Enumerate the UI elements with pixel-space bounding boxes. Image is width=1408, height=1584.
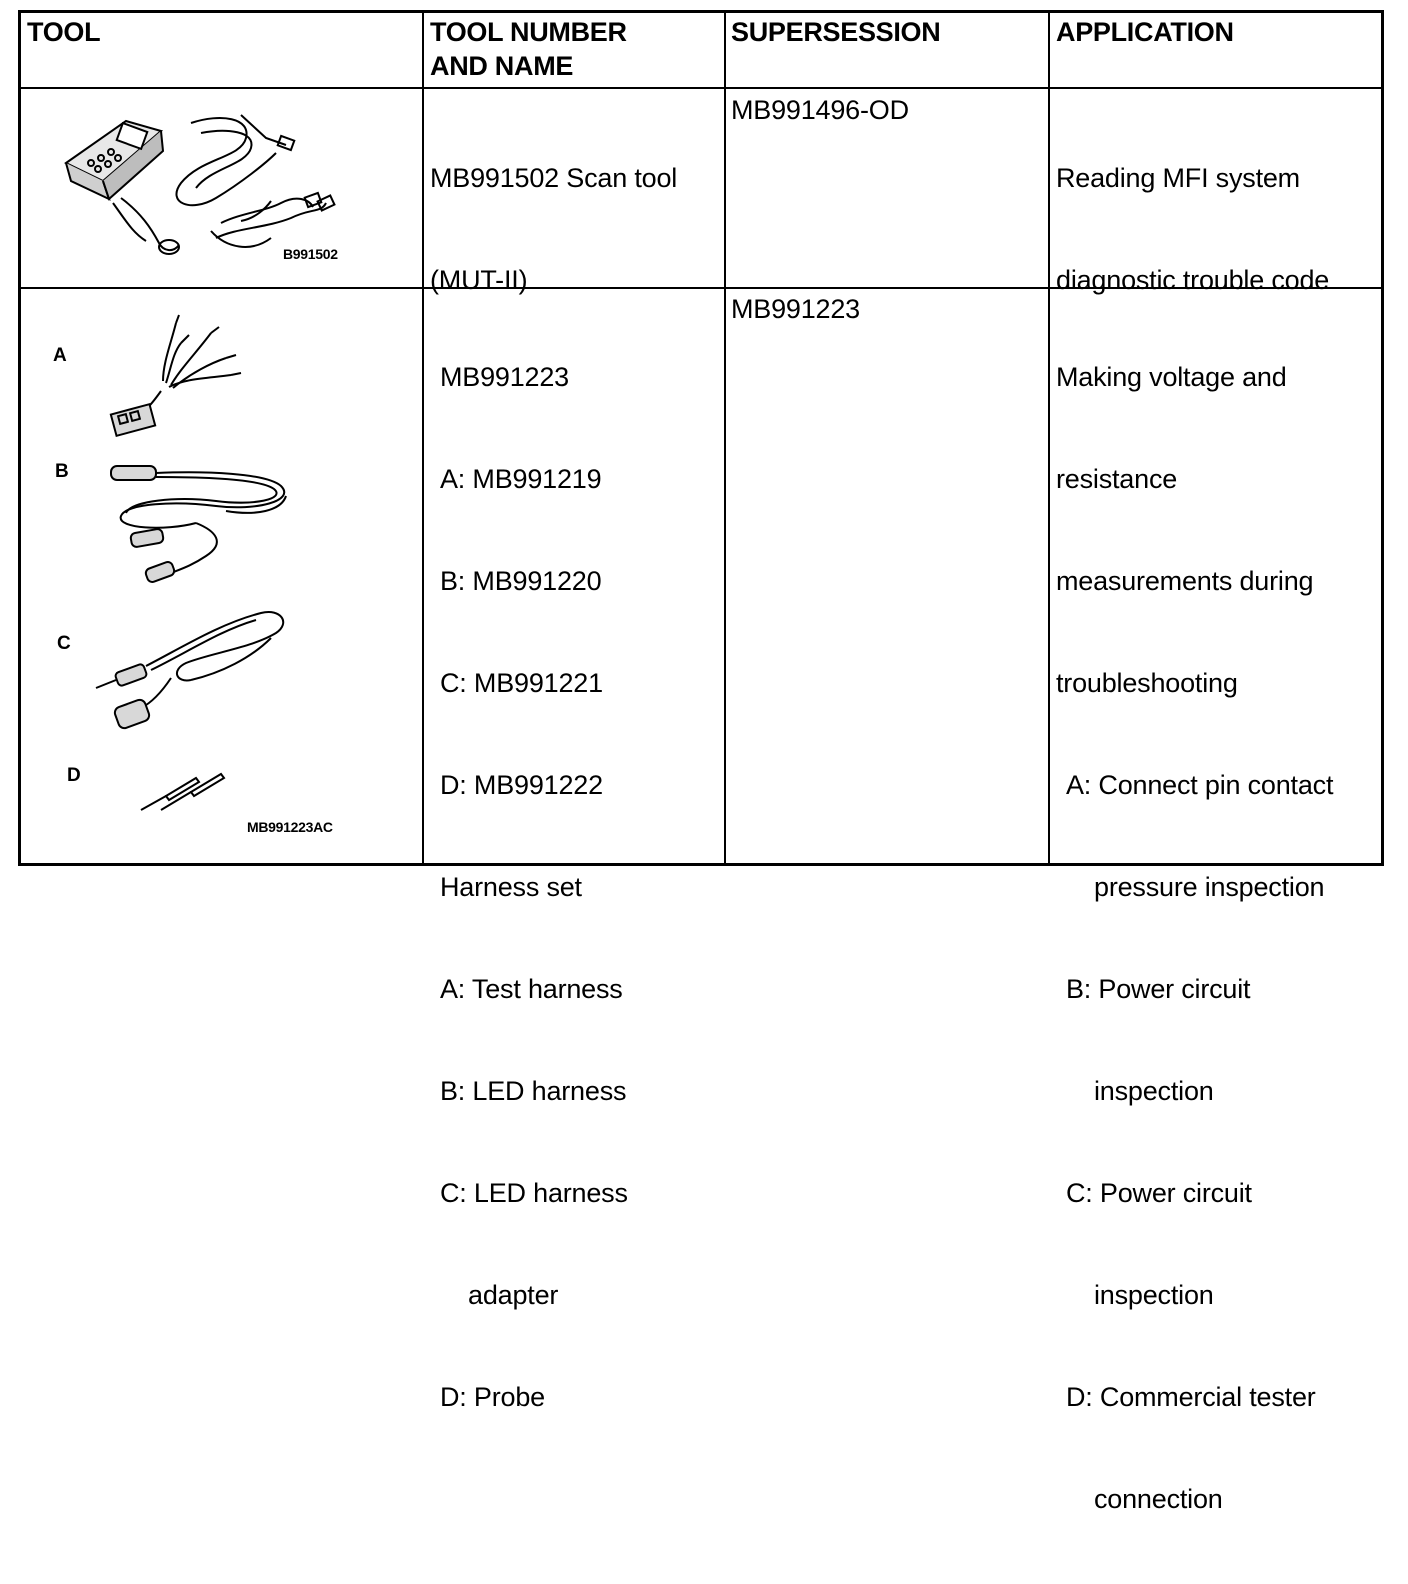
row1-name-line: MB991502 Scan tool [430, 163, 678, 193]
row1-name-line: (MUT-II) [430, 265, 528, 295]
row2-application-line: pressure inspection [1094, 872, 1325, 902]
column-divider [1048, 13, 1050, 863]
row2-application-line: D: Commercial tester [1066, 1382, 1316, 1412]
test-harness-illustration [101, 313, 251, 438]
tool-letter-a: A [53, 345, 67, 366]
row2-application-line: resistance [1056, 464, 1178, 494]
row2-application-line: A: Connect pin contact [1066, 770, 1334, 800]
tool-table [18, 10, 1384, 1514]
row2-application [1056, 292, 1333, 1584]
harness-set-caption: MB991223AC [247, 819, 333, 835]
led-harness-adapter-illustration [91, 608, 291, 733]
row2-name-line: A: Test harness [440, 974, 623, 1004]
header-tool: TOOL [27, 17, 101, 47]
row2-application-line: inspection [1094, 1280, 1214, 1310]
row2-name-line: B: MB991220 [440, 566, 602, 596]
row-divider [21, 87, 1381, 89]
row2-name-line: adapter [468, 1280, 559, 1310]
row2-name-line: C: MB991221 [440, 668, 603, 698]
row2-name-line: D: Probe [440, 1382, 545, 1412]
row2-name-line: Harness set [440, 872, 582, 902]
column-divider [724, 13, 726, 863]
row2-application-line: C: Power circuit [1066, 1178, 1252, 1208]
row2-application-line: B: Power circuit [1066, 974, 1251, 1004]
column-divider [422, 13, 424, 863]
row2-application-line: troubleshooting [1056, 668, 1238, 698]
row2-name-line: A: MB991219 [440, 464, 602, 494]
header-tool-number-line1: TOOL NUMBER [430, 17, 627, 47]
row2-name-line: MB991223 [440, 362, 569, 392]
row1-application-line: Reading MFI system [1056, 163, 1300, 193]
tool-letter-c: C [57, 633, 71, 654]
row2-application-line: Making voltage and [1056, 362, 1287, 392]
row2-application-line: measurements during [1056, 566, 1314, 596]
row2-name-line: C: LED harness [440, 1178, 628, 1208]
row1-supersession: MB991496-OD [731, 95, 909, 125]
row2-name-line: B: LED harness [440, 1076, 627, 1106]
header-application: APPLICATION [1056, 17, 1234, 47]
scan-tool-caption: B991502 [283, 246, 338, 262]
header-tool-number [430, 15, 627, 83]
tool-letter-d: D [67, 765, 81, 786]
row2-application-line: inspection [1094, 1076, 1214, 1106]
row2-supersession: MB991223 [731, 294, 860, 324]
row2-name-line: D: MB991222 [440, 770, 603, 800]
probe-illustration [136, 768, 236, 813]
led-harness-illustration [106, 461, 306, 586]
header-tool-number-line2: AND NAME [430, 51, 574, 81]
header-supersession: SUPERSESSION [731, 17, 941, 47]
row2-tool-name [430, 292, 628, 1482]
row1-application-line: diagnostic trouble code [1056, 265, 1330, 295]
row2-application-line: connection [1094, 1484, 1223, 1514]
tool-letter-b: B [55, 461, 69, 482]
